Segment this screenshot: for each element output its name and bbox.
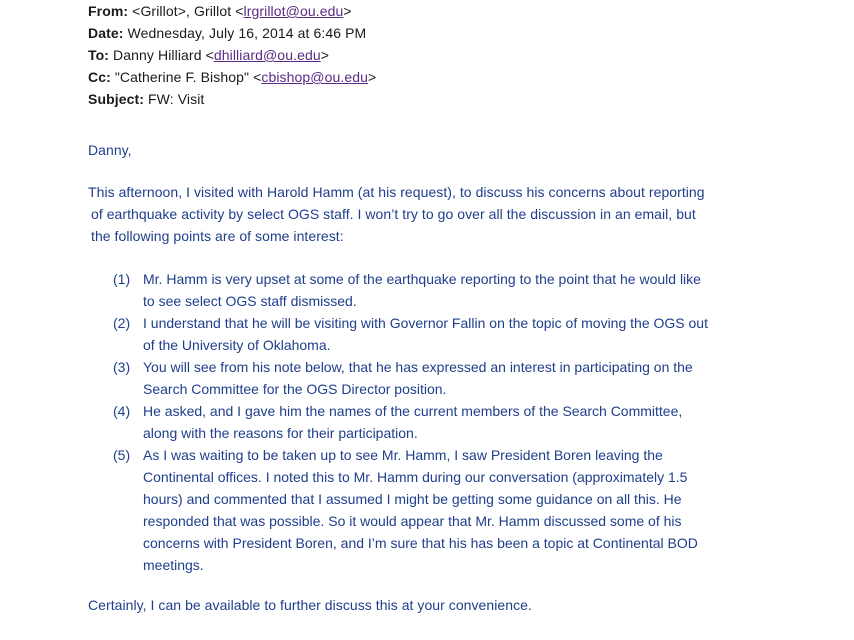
list-item-line: of the University of Oklahoma. — [143, 337, 331, 353]
intro-line: of earthquake activity by select OGS staff. I won’t try to go over all the discussion in an email, but — [91, 206, 696, 222]
list-item-number: (4) — [113, 403, 131, 419]
list-item-line: As I was waiting to be taken up to see Mr. Hamm, I saw President Boren leaving the — [143, 447, 663, 463]
to-name: Danny Hilliard < — [113, 47, 214, 63]
cc-row — [88, 69, 376, 85]
subject-row — [88, 91, 204, 107]
list-item-line: meetings. — [143, 557, 204, 573]
closing-line: Certainly, I can be available to further discuss this at your convenience. — [88, 597, 532, 613]
from-row — [88, 3, 352, 19]
list-item-line: hours) and commented that I assumed I might be getting some guidance on all this. He — [143, 491, 682, 507]
from-close: > — [343, 3, 352, 19]
intro-line: the following points are of some interest: — [91, 228, 344, 244]
from-name: <Grillot>, Grillot < — [132, 3, 244, 19]
list-item-line: He asked, and I gave him the names of the current members of the Search Committee, — [143, 403, 683, 419]
cc-email-link[interactable]: cbishop@ou.edu — [261, 69, 369, 85]
list-item-line: Mr. Hamm is very upset at some of the earthquake reporting to the point that he would like — [143, 271, 701, 287]
list-item-line: along with the reasons for their participation. — [143, 425, 418, 441]
list-item-line: to see select OGS staff dismissed. — [143, 293, 357, 309]
list-item-line: Search Committee for the OGS Director position. — [143, 381, 447, 397]
from-label: From: — [88, 3, 129, 19]
list-item-line: Continental offices. I noted this to Mr. Hamm during our conversation (approximately 1.5 — [143, 469, 688, 485]
list-item-number: (1) — [113, 271, 131, 287]
list-item-line: responded that was possible. So it would appear that Mr. Hamm discussed some of his — [143, 513, 682, 529]
date-value: Wednesday, July 16, 2014 at 6:46 PM — [127, 25, 367, 41]
greeting: Danny, — [88, 142, 132, 158]
list-item-line: You will see from his note below, that he has expressed an interest in participating on the — [143, 359, 693, 375]
to-email-link[interactable]: dhilliard@ou.edu — [213, 47, 321, 63]
subject-label: Subject: — [88, 91, 145, 107]
to-label: To: — [88, 47, 110, 63]
list-item-number: (2) — [113, 315, 131, 331]
to-close: > — [320, 47, 330, 63]
to-row — [88, 47, 329, 63]
list-item-number: (5) — [113, 447, 131, 463]
list-item-line: concerns with President Boren, and I’m sure that his has been a topic at Continental BOD — [143, 535, 698, 551]
cc-label: Cc: — [88, 69, 111, 85]
from-email-link[interactable]: lrgrillot@ou.edu — [243, 3, 344, 19]
date-label: Date: — [88, 25, 124, 41]
date-row — [88, 25, 366, 41]
list-item-line: I understand that he will be visiting with Governor Fallin on the topic of moving the OGS out — [143, 315, 708, 331]
intro-line: This afternoon, I visited with Harold Hamm (at his request), to discuss his concerns about reporting — [88, 184, 705, 200]
subject-value: FW: Visit — [148, 91, 205, 107]
list-item-number: (3) — [113, 359, 131, 375]
cc-close: > — [368, 69, 377, 85]
cc-name: "Catherine F. Bishop" < — [114, 69, 262, 85]
